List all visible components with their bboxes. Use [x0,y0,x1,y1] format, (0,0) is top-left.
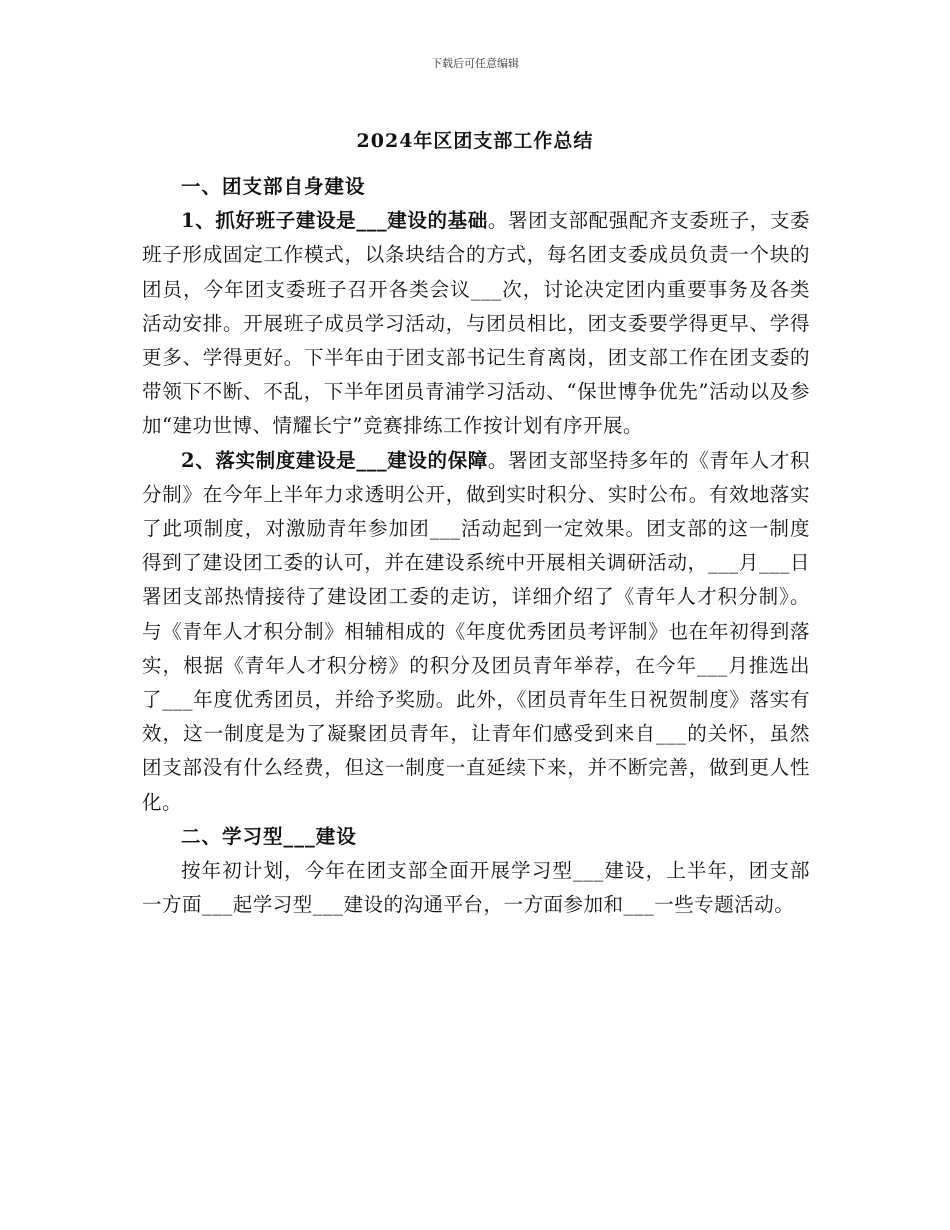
paragraph-text: 。署团支部配强配齐支委班子，支委班子形成固定工作模式，以条块结合的方式，每名团支委成员负责一个块的团员，今年团支委班子召开各类会议___次，讨论决定团内重要事务及各类活动安排。开展班子成员学习活动，与团员相比，团支委要学得更早、学得更多、学得更好。下半年由于团支部书记生育离岗，团支部工作在团支委的带领下不断、不乱，下半年团员青浦学习活动、“保世博争优先”活动以及参加“建功世博、情耀长宁”竞赛排练工作按计划有序开展。 [142,209,810,438]
paragraph-2-1 [142,854,810,922]
document-body [142,170,810,922]
paragraph-text: 。署团支部坚持多年的《青年人才积分制》在今年上半年力求透明公开，做到实时积分、实时公布。有效地落实了此项制度，对激励青年参加团___活动起到一定效果。团支部的这一制度得到了建设团工委的认可，并在建设系统中开展相关调研活动，___月___日署团支部热情接待了建设团工委的走访，详细介绍了《青年人才积分制》。与《青年人才积分制》相辅相成的《年度优秀团员考评制》也在年初得到落实，根据《青年人才积分榜》的积分及团员青年举荐，在今年___月推选出了___年度优秀团员，并给予奖励。此外，《团员青年生日祝贺制度》落实有效，这一制度是为了凝聚团员青年，让青年们感受到来自___的关怀，虽然团支部没有什么经费，但这一制度一直延续下来，并不断完善，做到更人性化。 [142,448,810,814]
paragraph-1-1 [142,204,810,443]
paragraph-lead: 2、落实制度建设是___建设的保障 [181,448,488,472]
document-title: 2024年区团支部工作总结 [356,130,594,152]
section-heading-1: 一、团支部自身建设 [181,175,366,198]
paragraph-1-2 [142,444,810,820]
paragraph-lead: 1、抓好班子建设是___建设的基础 [181,209,488,233]
section-heading-2: 二、学习型___建设 [181,824,357,848]
header-note: 下载后可任意编辑 [431,57,519,70]
paragraph-text: 按年初计划，今年在团支部全面开展学习型___建设，上半年，团支部一方面___起学习型___建设的沟通平台，一方面参加和___一些专题活动。 [142,859,810,917]
